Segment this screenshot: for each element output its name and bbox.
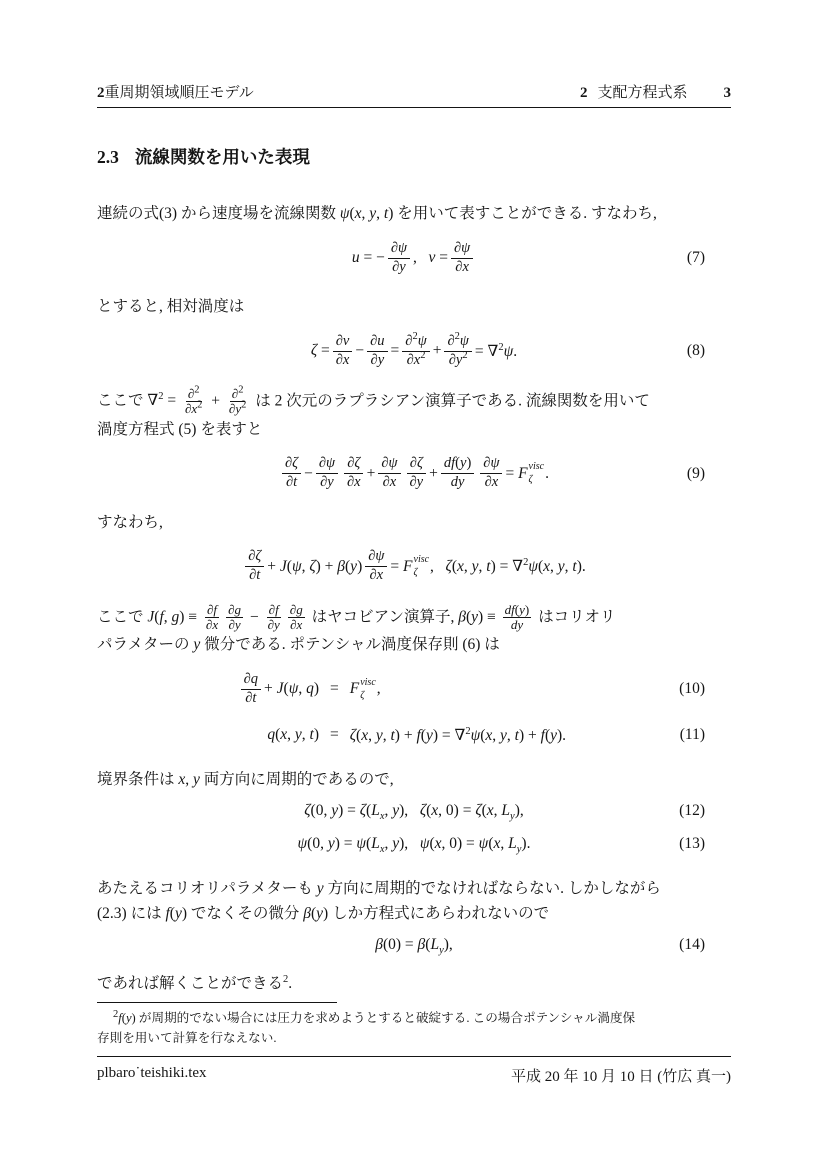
header-section-number: 2	[579, 85, 588, 101]
equation	[97, 234, 731, 282]
paragraph	[97, 767, 731, 792]
text-run: とすると, 相対渦度は	[97, 298, 245, 315]
equation-number: (7)	[686, 249, 705, 266]
fraction: $\frac{\partial^2}{\partial x^2}$	[184, 384, 203, 417]
text-run: ここで J(f, g) ≡	[97, 607, 201, 625]
relation-sign: =	[330, 680, 339, 698]
fraction: $\frac{\partial\zeta}{\partial y}$	[407, 455, 427, 492]
text-run: 境界条件は x, y 両方向に周期的であるので,	[97, 771, 394, 789]
equation-number: (10)	[679, 680, 705, 698]
superscript-subscript: visc ζ	[360, 676, 376, 701]
paragraph	[97, 384, 731, 442]
text-run: はヤコビアン演算子, β(y) ≡	[307, 607, 500, 625]
text-run: −	[304, 464, 313, 482]
fraction: $\frac{\partial\psi}{\partial y}$	[388, 240, 410, 277]
equation-number: (11)	[679, 726, 705, 744]
footer-filename: plbaro˙teishiki.tex	[97, 1065, 207, 1081]
text-run: = ∇$^2$ψ.	[474, 341, 518, 360]
fraction: $\frac{\partial\psi}{\partial x}$	[365, 548, 387, 585]
page-header	[97, 0, 731, 102]
text-run: すなわち,	[97, 513, 163, 531]
text-run: ψ(0, $y) = \psi(L_x$, y), ψ(x, 0) = ψ(x, $L_y$).	[297, 835, 531, 856]
text-run: −	[246, 607, 263, 625]
page-footer	[97, 1056, 731, 1086]
equation-number: (8)	[686, 342, 705, 359]
equation	[97, 665, 731, 713]
text-run: ζ(0, $y) = \zeta(L_x$, y), ζ(x, 0) = ζ(x, $L_y$),	[304, 802, 524, 823]
text-run: ,	[376, 680, 381, 698]
text-run: +	[429, 464, 438, 482]
fraction: $\frac{\partial f}{\partial x}$	[205, 601, 219, 632]
equation	[97, 721, 731, 749]
equation	[97, 931, 731, 959]
text-run: −	[355, 342, 365, 359]
header-left-number: 2	[97, 85, 105, 101]
equation-number: (12)	[679, 802, 705, 820]
text-run: $\beta(0) = \beta(L_y)$,	[375, 936, 453, 957]
footnote-text	[97, 1008, 731, 1048]
paragraph	[97, 876, 731, 926]
fraction: $\frac{\partial\zeta}{\partial x}$	[344, 455, 364, 492]
text-run: +	[207, 392, 224, 410]
text-run: あたえるコリオリパラメターも y 方向に周期的でなければならない. しかしながら	[97, 880, 661, 898]
footnote-rule	[97, 1002, 337, 1003]
fraction: $\frac{\partial q}{\partial t}$	[241, 671, 261, 708]
fraction: $\frac{\partial^2\psi}{\partial x^2}$	[402, 333, 429, 370]
section-title: 流線関数を用いた表現	[134, 147, 310, 167]
document-body	[97, 201, 731, 996]
section-number: 2.3	[97, 147, 119, 167]
equation	[97, 450, 731, 498]
header-page-number: 3	[723, 85, 731, 101]
header-section-mark	[580, 84, 731, 102]
footer-date: 平成 20 年 10 月 10 日 (竹広 真一)	[511, 1069, 731, 1085]
header-section-title: 支配方程式系	[597, 85, 688, 101]
text-run: = F	[505, 464, 528, 482]
fraction: $\frac{\partial\zeta}{\partial t}$	[282, 455, 301, 492]
text-run: , ζ(x, y, t) = ∇$^2$ψ(x, y, t).	[430, 556, 586, 576]
text-run: 連続の式(3) から速度場を流線関数 ψ(x, y, t) を用いて表すことができる. すなわち,	[97, 205, 657, 222]
paragraph	[97, 294, 731, 319]
fraction: $\frac{\partial\zeta}{\partial t}$	[245, 548, 264, 585]
header-running-title	[97, 84, 254, 102]
text-run: は 2 次元のラプラシアン演算子である. 流線関数を用いて	[251, 392, 650, 410]
text-run: ζ(x, y, t) + f(y) = ∇$^2$ψ(x, y, t) + f(y).	[349, 725, 567, 744]
text-run: , v =	[412, 249, 448, 266]
footer-rule	[97, 1056, 731, 1057]
fraction: $\frac{\partial\psi}{\partial x}$	[480, 455, 502, 492]
header-left-title: 重周期領域順圧モデル	[104, 85, 254, 101]
equation	[97, 797, 731, 825]
text-run: +	[366, 464, 376, 482]
text-run: = F	[390, 557, 413, 575]
text-run: ζ =	[310, 342, 330, 359]
relation-sign: =	[330, 726, 339, 744]
text-run: + J(ψ, ζ) + β(y)	[267, 557, 363, 575]
equation-number: (14)	[679, 936, 705, 954]
fraction: $\frac{df(y)}{dy}$	[504, 601, 530, 632]
fraction: $\frac{\partial u}{\partial y}$	[367, 333, 387, 370]
text-run: ここで ∇$^2$ =	[97, 391, 180, 410]
footnote-area	[97, 1002, 731, 1048]
fraction: $\frac{\partial\psi}{\partial x}$	[378, 455, 400, 492]
header-rule	[97, 107, 731, 108]
fraction: $\frac{\partial^2}{\partial y^2}$	[228, 384, 247, 417]
superscript-subscript: visc ζ	[413, 554, 430, 579]
equation	[97, 830, 731, 858]
text-run: F	[349, 680, 360, 698]
equation	[97, 543, 731, 591]
text-run: $^2$f(y) が周期的でない場合には圧力を求めようとすると破綻する. この場合ポテンシャル渦度保	[113, 1008, 636, 1025]
fraction: $\frac{\partial^2\psi}{\partial y^2}$	[444, 333, 471, 370]
text-run: u = −	[351, 249, 385, 266]
equation	[97, 327, 731, 375]
fraction: $\frac{\partial f}{\partial y}$	[267, 601, 280, 632]
paragraph	[97, 201, 731, 226]
text-run: (2.3) には f(y) でなくその微分 β(y) しか方程式にあらわれないので	[97, 905, 550, 923]
text-run: +	[432, 342, 442, 359]
section-heading	[97, 144, 731, 169]
fraction: $\frac{\partial\psi}{\partial x}$	[451, 240, 473, 277]
text-run: 存則を用いて計算を行なえない.	[97, 1031, 277, 1045]
text-run: .	[545, 464, 549, 482]
text-run: はコリオリ	[534, 607, 616, 625]
paragraph	[97, 603, 731, 658]
fraction: $\frac{\partial v}{\partial x}$	[333, 333, 353, 370]
text-run: であれば解くことができる$^2$.	[97, 974, 293, 993]
paragraph	[97, 971, 731, 996]
text-run: =	[390, 342, 400, 359]
text-run: + J(ψ, q)	[264, 680, 319, 698]
superscript-subscript: visc ζ	[528, 461, 545, 486]
equation-number: (9)	[686, 464, 705, 482]
paragraph	[97, 510, 731, 535]
text-run: q(x, y, t)	[267, 726, 319, 744]
text-run: 渦度方程式 (5) を表すと	[97, 420, 263, 438]
fraction: $\frac{\partial g}{\partial y}$	[228, 601, 242, 632]
fraction: $\frac{\partial\psi}{\partial y}$	[316, 455, 338, 492]
equation-number: (13)	[679, 835, 705, 853]
text-column	[97, 0, 731, 996]
fraction: $\frac{\partial g}{\partial x}$	[289, 601, 303, 632]
fraction: $\frac{df(y)}{dy}$	[441, 455, 474, 492]
text-run: パラメターの y 微分である. ポテンシャル渦度保存則 (6) は	[97, 636, 500, 654]
